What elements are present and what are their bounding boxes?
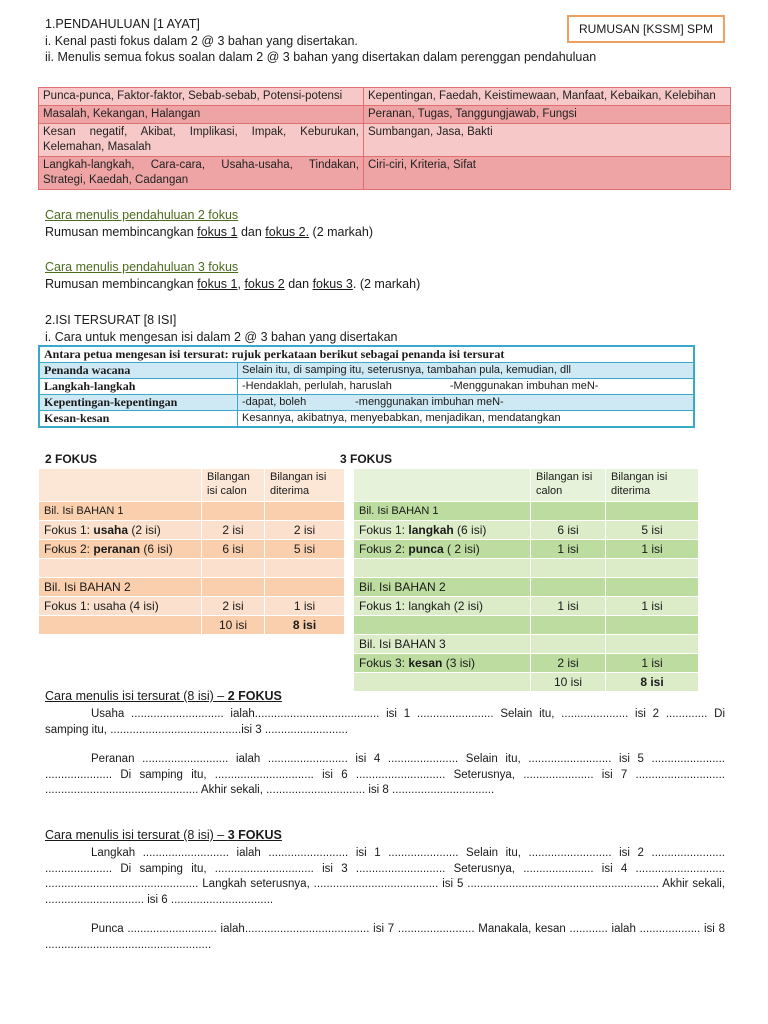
empty-cell	[354, 559, 531, 578]
fokus-label	[39, 521, 202, 540]
empty-cell	[606, 578, 699, 597]
fokus-1-text: fokus 1	[197, 225, 238, 239]
template-paragraph: Usaha ............................. ialah....................................... isi 1 ........................ Selain itu, ..................... isi 2 ............. Di samping itu, .........................................isi 3 ..........................	[45, 708, 725, 736]
focus-category-table	[38, 87, 731, 190]
bahan-label: Bil. Isi BAHAN 3	[354, 635, 531, 654]
total-diterima: 8 isi	[606, 673, 699, 692]
category-cell: Kesan negatif, Akibat, Implikasi, Impak, Keburukan, Kelemahan, Masalah	[39, 124, 364, 157]
fokus-1-text: fokus 1	[197, 277, 238, 291]
empty-cell	[606, 559, 699, 578]
rumusan-badge: RUMUSAN [KSSM] SPM	[567, 15, 725, 43]
text: (2 isi)	[128, 523, 161, 537]
table-row	[39, 469, 345, 502]
text: (6 isi)	[140, 542, 173, 556]
table-row	[354, 469, 699, 502]
table-row	[39, 616, 345, 635]
total-calon: 10 isi	[202, 616, 265, 635]
empty-cell	[202, 578, 265, 597]
table-row	[354, 635, 699, 654]
total-diterima: 8 isi	[265, 616, 345, 635]
petua-value: Kesannya, akibatnya, menyebabkan, menjadikan, mendatangkan	[238, 411, 695, 428]
petua-key: Penanda wacana	[39, 363, 238, 379]
isi-calon: 2 isi	[531, 654, 606, 673]
text: Fokus 3:	[359, 656, 409, 670]
text: punca	[408, 542, 444, 556]
template-paragraph: Punca ............................ ialah....................................... isi 7 ........................ Manakala, kesan ............ ialah ................... isi 8 ....................................................	[45, 923, 725, 951]
empty-cell	[531, 502, 606, 521]
text: Cara menulis isi tersurat (8 isi) –	[45, 828, 228, 842]
table-row	[39, 363, 694, 379]
intro-3-fokus-title: Cara menulis pendahuluan 3 fokus	[45, 260, 239, 274]
cara-3-fokus-title	[45, 828, 282, 843]
isi-diterima: 5 isi	[606, 521, 699, 540]
isi-diterima: 1 isi	[606, 540, 699, 559]
table-row	[354, 597, 699, 616]
isi-calon: 1 isi	[531, 597, 606, 616]
fokus-2-text: fokus 2.	[265, 225, 310, 239]
fokus-2-table	[38, 468, 345, 635]
bahan-label: Bil. Isi BAHAN 1	[39, 502, 202, 521]
text: Rumusan membincangkan	[45, 277, 198, 291]
text: (2 markah)	[309, 225, 373, 239]
column-header: Bilangan isi calon	[202, 469, 265, 502]
bahan-label: Bil. Isi BAHAN 2	[354, 578, 531, 597]
petua-value: Selain itu, di samping itu, seterusnya, tambahan pula, kemudian, dll	[238, 363, 695, 379]
table-row	[354, 616, 699, 635]
table-row	[39, 88, 731, 106]
petua-key: Kesan-kesan	[39, 411, 238, 428]
text: Fokus 1:	[44, 523, 94, 537]
petua-value: -dapat, boleh -menggunakan imbuhan meN-	[238, 395, 695, 411]
total-calon: 10 isi	[531, 673, 606, 692]
intro-2-fokus-title: Cara menulis pendahuluan 2 fokus	[45, 208, 239, 222]
fokus-3-text: fokus 3	[312, 277, 353, 291]
empty-cell	[202, 559, 265, 578]
text: kesan	[408, 656, 443, 670]
petua-key: Kepentingan-kepentingan	[39, 395, 238, 411]
text: 3 FOKUS	[227, 828, 282, 842]
spacer	[45, 738, 725, 752]
text: dan	[284, 277, 313, 291]
table-row	[39, 106, 731, 124]
fokus-3-heading: 3 FOKUS	[340, 452, 393, 466]
category-cell: Masalah, Kekangan, Halangan	[39, 106, 364, 124]
isi-diterima: 1 isi	[606, 654, 699, 673]
fokus-2-heading: 2 FOKUS	[45, 452, 98, 466]
text: Fokus 2:	[359, 542, 409, 556]
fokus-label	[39, 540, 202, 559]
empty-cell	[39, 559, 202, 578]
text: dan	[237, 225, 266, 239]
pendahuluan-point-1: i. Kenal pasti fokus dalam 2 @ 3 bahan yang disertakan.	[45, 34, 358, 48]
empty-cell	[354, 469, 531, 502]
isi-diterima: 1 isi	[265, 597, 345, 616]
isi-calon: 2 isi	[202, 521, 265, 540]
template-paragraph: Langkah ........................... ialah ......................... isi 1 ...................... Selain itu, .......................... isi 2 ....................... ..................... Di samping itu, ............................... isi 3 ............................ Seterusnya, ...................... isi 4 ............................ ................................................ Langkah seterusnya, ....................................... isi 5 ............................................................ Akhir sekali, ............................... isi 6 ................................	[45, 847, 725, 906]
empty-cell	[606, 635, 699, 654]
isi-diterima: 1 isi	[606, 597, 699, 616]
category-cell: Kepentingan, Faedah, Keistimewaan, Manfaat, Kebaikan, Kelebihan	[364, 88, 731, 106]
table-row	[39, 346, 694, 363]
template-paragraph: Peranan ........................... ialah ......................... isi 4 ...................... Selain itu, .......................... isi 5 ....................... ..................... Di samping itu, ............................... isi 6 ............................ Seterusnya, ...................... isi 7 ............................ ................................................ Akhir sekali, ............................... isi 8 ................................	[45, 753, 725, 796]
category-cell: Langkah-langkah, Cara-cara, Usaha-usaha, Tindakan, Strategi, Kaedah, Cadangan	[39, 157, 364, 190]
empty-cell	[354, 616, 531, 635]
bahan-label: Bil. Isi BAHAN 2	[39, 578, 202, 597]
petua-table	[38, 345, 695, 428]
table-row	[354, 502, 699, 521]
fokus-label	[354, 654, 531, 673]
spacer	[45, 908, 725, 922]
text: (3 isi)	[442, 656, 476, 670]
text: Cara menulis isi tersurat (8 isi) –	[45, 689, 228, 703]
isi-calon: 6 isi	[531, 521, 606, 540]
petua-head: Antara petua mengesan isi tersurat: rujuk perkataan berikut sebagai penanda isi tersurat	[39, 346, 694, 363]
category-cell: Punca-punca, Faktor-faktor, Sebab-sebab, Potensi-potensi	[39, 88, 364, 106]
table-row	[354, 673, 699, 692]
text: 2 FOKUS	[227, 689, 282, 703]
text: peranan	[93, 542, 141, 556]
table-row	[39, 502, 345, 521]
empty-cell	[531, 559, 606, 578]
empty-cell	[265, 578, 345, 597]
isi-diterima: 5 isi	[265, 540, 345, 559]
text: ,	[237, 277, 245, 291]
petua-value: -Hendaklah, perlulah, haruslah -Menggunakan imbuhan meN-	[238, 379, 695, 395]
cara-2-fokus-body	[45, 707, 725, 799]
fokus-label: Fokus 1: usaha (4 isi)	[39, 597, 202, 616]
table-row	[39, 379, 694, 395]
pendahuluan-point-2: ii. Menulis semua fokus soalan dalam 2 @ 3 bahan yang disertakan dalam perenggan pendahuluan	[45, 50, 597, 64]
empty-cell	[531, 578, 606, 597]
intro-2-fokus-line	[45, 225, 373, 240]
bahan-label: Bil. Isi BAHAN 1	[354, 502, 531, 521]
intro-3-fokus-line	[45, 277, 420, 292]
fokus-label	[354, 521, 531, 540]
empty-cell	[265, 502, 345, 521]
text: Fokus 2:	[44, 542, 94, 556]
empty-cell	[531, 616, 606, 635]
text: ( 2 isi)	[443, 542, 480, 556]
table-row	[354, 521, 699, 540]
category-cell: Sumbangan, Jasa, Bakti	[364, 124, 731, 157]
text: Fokus 1:	[359, 523, 409, 537]
empty-cell	[606, 616, 699, 635]
empty-cell	[354, 673, 531, 692]
table-row	[39, 540, 345, 559]
table-row	[39, 411, 694, 428]
fokus-label	[354, 540, 531, 559]
category-cell: Ciri-ciri, Kriteria, Sifat	[364, 157, 731, 190]
cara-2-fokus-title	[45, 689, 282, 704]
fokus-2-text: fokus 2	[244, 277, 285, 291]
table-row	[39, 521, 345, 540]
empty-cell	[531, 635, 606, 654]
column-header: Bilangan isi calon	[531, 469, 606, 502]
table-row	[354, 578, 699, 597]
column-header: Bilangan isi diterima	[265, 469, 345, 502]
empty-cell	[606, 502, 699, 521]
empty-cell	[265, 559, 345, 578]
table-row	[39, 395, 694, 411]
text: Rumusan membincangkan	[45, 225, 198, 239]
table-row	[354, 540, 699, 559]
table-row	[39, 124, 731, 157]
isi-calon: 2 isi	[202, 597, 265, 616]
empty-cell	[39, 616, 202, 635]
isi-diterima: 2 isi	[265, 521, 345, 540]
table-row	[354, 654, 699, 673]
text: (6 isi)	[453, 523, 487, 537]
text: usaha	[93, 523, 129, 537]
empty-cell	[202, 502, 265, 521]
fokus-label: Fokus 1: langkah (2 isi)	[354, 597, 531, 616]
isi-calon: 6 isi	[202, 540, 265, 559]
table-row	[354, 559, 699, 578]
isi-calon: 1 isi	[531, 540, 606, 559]
text: langkah	[408, 523, 454, 537]
fokus-3-table	[353, 468, 699, 692]
table-row	[39, 578, 345, 597]
cara-3-fokus-body	[45, 846, 725, 953]
table-row	[39, 559, 345, 578]
section-title-pendahuluan: 1.PENDAHULUAN [1 AYAT]	[45, 17, 200, 31]
category-cell: Peranan, Tugas, Tanggungjawab, Fungsi	[364, 106, 731, 124]
section-title-isi-tersurat: 2.ISI TERSURAT [8 ISI]	[45, 313, 177, 327]
column-header: Bilangan isi diterima	[606, 469, 699, 502]
text: . (2 markah)	[352, 277, 421, 291]
table-row	[39, 157, 731, 190]
table-row	[39, 597, 345, 616]
empty-cell	[39, 469, 202, 502]
isi-tersurat-point-1: i. Cara untuk mengesan isi dalam 2 @ 3 bahan yang disertakan	[45, 330, 398, 344]
petua-key: Langkah-langkah	[39, 379, 238, 395]
